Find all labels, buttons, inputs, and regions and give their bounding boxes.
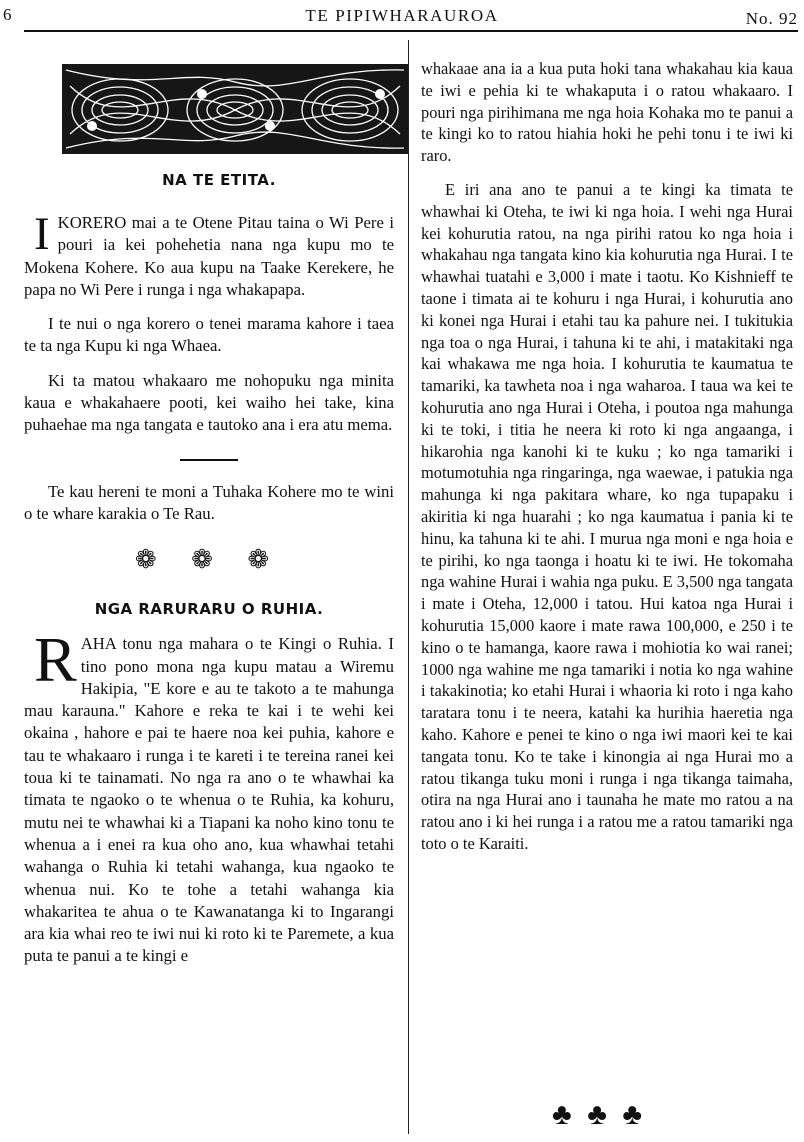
column-divider <box>408 40 409 1134</box>
drop-cap-i: I <box>34 208 50 260</box>
page-number: 6 <box>3 5 12 24</box>
flower-ornaments: ❁ ❁ ❁ <box>134 545 284 575</box>
editorial-paragraph-4: Te kau hereni te moni a Tuhaka Kohere mo te wini o te whare karakia o Te Rau. <box>24 481 394 523</box>
right-column <box>421 58 793 855</box>
masthead-title: TE PIPIWHARAUROA <box>305 6 499 25</box>
editorial-paragraph-1-text: KORERO mai a te Otene Pitau taina o Wi Pere i pouri ia kei pohehetia nana nga kupu mo te Mokena Kohere. Ko aua kupu na Taake Kerekere, he papa no Wi Pere i runga i nga whakapapa. <box>24 213 394 299</box>
section-rule <box>180 459 238 461</box>
editorial-paragraph-1 <box>24 208 394 301</box>
page-header <box>0 0 804 30</box>
russia-article-continued: whakaae ana ia a kua puta hoki tana whakahau kia kaua te iwi e pehia ki te whakaputa i o ratou whakaaro. I pouri nga pirihimana me nga hoia Kohaka mo te panui a te kingi ko to ratou hiahia hoki he pehi tonu i te iwi ki raro. <box>421 59 793 166</box>
russia-article-paragraph-text: AHA tonu nga mahara o te Kingi o Ruhia. I tino pono mona nga kupu matau a Wiremu Hakipia, "E kore e au te takoto a te mahunga mau karauna." Kahore e reka te kai i te wehi kei okaina , hahore e pai te haere noa kei puhia, kahore e tau te whakaaro i runga i te kareti i te tereina ranei kei toua ki te tainamati. No nga ra ano o te whawhai ka timata te ngaoko o te whenua o te Ruhia, ka kohuru, mutu nei te whawhai ki a Tiapani ka noho kino tonu te whenua a i enei ra kua oho ano, kua whawhai tetahi wahanga o Ruhia ki tetahi wahanga, kua ngaoko te whenua nui. Ko te tohe a tetahi wahanga kia whakaritea te ahua o te Kawanatanga ki to Ingarangi ara kia whai reo te iwi nui ki roto ki te Paremete, a kua puta te panui a te kingi e <box>24 634 394 966</box>
odessa-paragraph: E iri ana ano te panui a te kingi ka timata te whawhai ki Oteha, te iwi ki nga hoia. I wehi nga Hurai kei kohurutia ratou, na nga pirihi ratou ko nga hoia i whakahau nga tangata kino kia kohurutia nga Hurai. I te whawhai tuatahi e 3,000 i mate i taotu. Ko Kishnieff te taone i timata ai te kohuru i nga Hurai, i kohurutia ano ki konei nga Hurai i etahi tau ka pahure nei. I tukitukia nga toa o nga Hurai, i tahuna ki te ahi, i matakitaki nga kai whakawa me nga hoia. I kohurutia te kaumatua te tamariki, ka tawheta noa i nga waharoa. I taua wa kei te kohurutia ano nga Hurai i Oteha, i poutoa nga mahunga ki te toki, i titia he neera ki roto ki nga angaanga, i hikarohia nga kanohi ki te kuku ; ko nga tamariki i motumotuhia nga ringaringa, nga waewae, i patukia nga mahunga ki nga pakitara whare, ko nga tupapaku i akiritia ki nga huarahi ; ko nga kaumatua i pania ki te hinu, ka tahuna ki te ahi. I murua nga moni e nga hoia e te pirihi, ko nga taonga i hoatu ki te iwi. He tokomaha nga wahine Hurai i wahia nga puku. E 3,500 nga tangata i mate i Oteha, 12,000 i tatou. Hui katoa nga Hurai i kohurutia 15,000 kaore i mate rawa 100,000, e 250 i te kino o te hamanga, kaore rawa i mohiotia ko wai ranei; 1000 nga wahine me nga tamariki i notia ko nga wahine i takakinotia; ko etahi Hurai i whaoria ki roto i nga kaho taratara tonu i te neera, katahi ka hurihia haeretia nga kaho. Kahore e penei te kino o nga iwi maori kei te kai tangata tonu. Ko te take i kinongia ai nga Hurai mo a ratou tikanga tuku moni i runga i nga tikanga taimaha, otira na nga Hurai ano i taunaha he mate mo ratou a na ratou ano i ki hei runga i a ratou me a ratou tamariki nga toto o te Karaiti. <box>421 179 793 853</box>
club-ornaments: ♣ ♣ ♣ <box>552 1098 647 1131</box>
drop-cap-r: R <box>34 624 77 696</box>
editorial-paragraph-2: I te nui o nga korero o tenei marama kahore i taea te ta nga Kupu ki nga Whaea. <box>24 314 394 356</box>
decorative-banner <box>62 64 408 154</box>
editorial-paragraph-3: Ki ta matou whakaaro me nohopuku nga minita kaua e whakahaere pooti, kei waiho hei take, kina puhaehae ma nga tangata e tautoko ana i era atu mema. <box>24 370 394 435</box>
editorial-heading: NA TE ETITA. <box>162 171 276 189</box>
left-column <box>24 56 394 968</box>
russia-article-paragraph <box>24 624 394 967</box>
russia-article-heading: NGA RARURARU O RUHIA. <box>94 600 324 619</box>
header-rule <box>24 30 798 32</box>
issue-number: No. 92 <box>745 9 798 28</box>
